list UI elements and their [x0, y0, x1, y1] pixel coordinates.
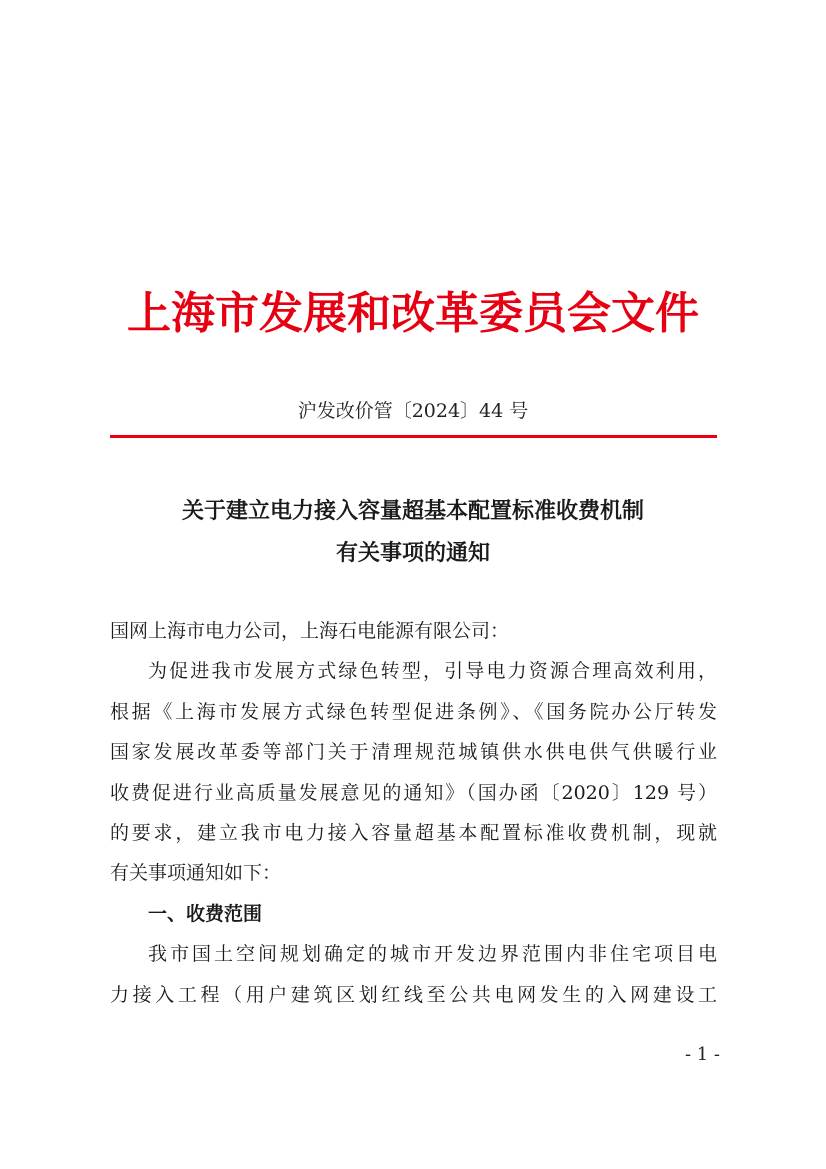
paragraph-1 — [110, 651, 717, 893]
addressee: 国网上海市电力公司，上海石电能源有限公司： — [110, 620, 510, 642]
document-title — [0, 490, 826, 574]
paragraph-line: 有关事项通知如下： — [110, 862, 282, 885]
section-heading: 一、收费范围 — [148, 902, 263, 925]
paragraph-line: 的要求，建立我市电力接入容量超基本配置标准收费机制，现就 — [110, 821, 717, 844]
document-body — [110, 611, 717, 1015]
paragraph-2 — [110, 934, 717, 1015]
document-number: 沪发改价管〔2024〕44 号 — [297, 400, 529, 422]
page-number: - 1 - — [684, 1044, 720, 1065]
paragraph-line: 国家发展改革委等部门关于清理规范城镇供水供电供气供暖行业 — [110, 741, 717, 764]
paragraph-line: 根据《上海市发展方式绿色转型促进条例》、《国务院办公厅转发 — [110, 700, 717, 723]
issuer-masthead: 上海市发展和改革委员会文件 — [127, 288, 699, 339]
paragraph-line: 为促进我市发展方式绿色转型，引导电力资源合理高效利用， — [148, 660, 717, 683]
title-line: 关于建立电力接入容量超基本配置标准收费机制 — [181, 498, 644, 524]
paragraph-line: 力接入工程（用户建筑区划红线至公共电网发生的入网建设工 — [110, 983, 717, 1006]
red-separator-line — [110, 435, 717, 438]
paragraph-line: 收费促进行业高质量发展意见的通知》（国办函〔2020〕129 号） — [110, 781, 717, 804]
title-line: 有关事项的通知 — [335, 540, 490, 566]
paragraph-line: 我市国土空间规划确定的城市开发边界范围内非住宅项目电 — [148, 943, 717, 966]
